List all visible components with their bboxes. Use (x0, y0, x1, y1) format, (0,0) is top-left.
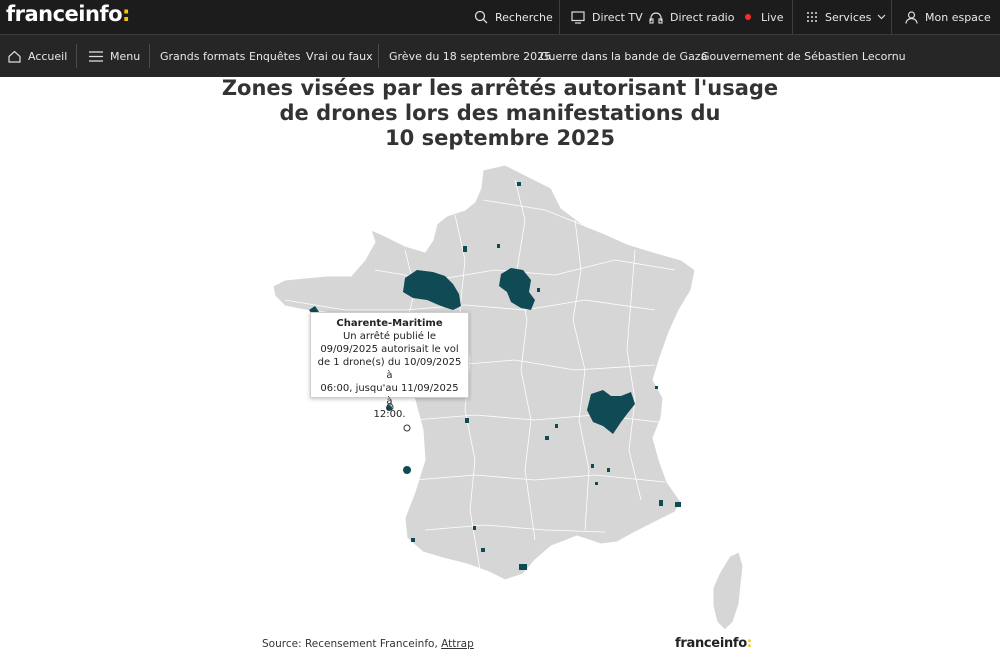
live-label: Live (761, 10, 784, 24)
account-button[interactable] (905, 0, 991, 34)
topbar-divider (559, 0, 560, 34)
search-button[interactable] (474, 0, 553, 34)
hamburger-icon (89, 51, 103, 62)
zone-point-3[interactable] (465, 418, 469, 423)
zone-point-12[interactable] (473, 526, 476, 530)
zone-point-8[interactable] (655, 386, 658, 389)
zone-point-13[interactable] (481, 548, 485, 552)
menu-button[interactable] (89, 35, 140, 77)
direct-tv-button[interactable] (571, 0, 643, 34)
services-label: Services (825, 10, 872, 24)
tv-icon (571, 11, 585, 24)
map-title-line-1: Zones visées par les arrêtés autorisant l'usage (221, 76, 779, 100)
search-label: Recherche (495, 10, 553, 24)
menu-label: Menu (110, 49, 141, 63)
tooltip-line-5: 12:00. (373, 409, 406, 420)
home-label: Accueil (28, 49, 68, 63)
zone-aisne[interactable] (497, 244, 500, 248)
nav-topic-greve[interactable]: Grève du 18 septembre 2025 (389, 49, 552, 63)
chevron-down-icon (877, 14, 886, 20)
zone-point-11[interactable] (411, 538, 415, 542)
direct-radio-button[interactable] (649, 0, 734, 34)
nav-topic-gaza[interactable]: Guerre dans la bande de Gaza (540, 49, 708, 63)
zone-point-5[interactable] (555, 424, 558, 428)
franceinfo-logo[interactable]: franceinfo: (6, 2, 130, 26)
tooltip-line-4: 06:00, jusqu'au 11/09/2025 à (320, 383, 459, 407)
nav-topic-gouvernement[interactable]: Gouvernement de Sébastien Lecornu (701, 49, 906, 63)
live-button[interactable] (745, 0, 783, 34)
zone-nord[interactable] (517, 182, 521, 186)
nav-link-enquetes[interactable]: Enquêtes (249, 49, 301, 63)
zone-point-4[interactable] (545, 436, 549, 440)
zone-point-2[interactable] (403, 466, 411, 474)
tooltip-title: Charente-Maritime (336, 318, 443, 329)
nav-bar (0, 34, 1000, 77)
zone-point-15[interactable] (595, 482, 598, 485)
tooltip-line-1: Un arrêté publié le (342, 331, 437, 342)
services-button[interactable] (806, 0, 886, 34)
headphones-icon (649, 11, 663, 24)
home-button[interactable] (8, 35, 67, 77)
zone-point-6[interactable] (591, 464, 594, 468)
nav-divider (76, 44, 77, 68)
corsica[interactable] (713, 552, 743, 630)
direct-radio-label: Direct radio (670, 10, 735, 24)
grid-icon (806, 11, 818, 23)
source-label: Source: Recensement Franceinfo, (262, 638, 442, 650)
source-link[interactable]: Attrap (441, 638, 474, 650)
account-label: Mon espace (925, 10, 991, 24)
topbar-divider (792, 0, 793, 34)
zone-oise[interactable] (463, 246, 467, 252)
map-title-line-3: 10 septembre 2025 (385, 126, 615, 150)
top-bar (0, 0, 1000, 34)
map-source (262, 638, 474, 650)
map-tooltip (310, 312, 469, 420)
zone-point-7[interactable] (607, 468, 610, 472)
zone-point-10[interactable] (675, 502, 681, 507)
map-title (200, 76, 800, 151)
nav-divider (149, 44, 150, 68)
map-title-line-2: de drones lors des manifestations du (279, 101, 721, 125)
zone-point-9[interactable] (659, 500, 663, 506)
tooltip-line-3: de 1 drone(s) du 10/09/2025 à (317, 357, 462, 381)
zone-point-14[interactable] (519, 564, 527, 570)
direct-tv-label: Direct TV (592, 10, 643, 24)
nav-link-vrai-ou-faux[interactable]: Vrai ou faux (306, 49, 373, 63)
home-icon (8, 50, 21, 63)
topbar-divider (891, 0, 892, 34)
search-icon (474, 10, 488, 24)
live-dot-icon (745, 14, 751, 20)
tooltip-line-2: 09/09/2025 autorisait le vol (320, 344, 459, 355)
footer-logo: franceinfo: (675, 636, 752, 651)
user-icon (905, 11, 918, 24)
zone-marne[interactable] (537, 288, 540, 292)
nav-divider (378, 44, 379, 68)
nav-link-grands-formats[interactable]: Grands formats (160, 49, 246, 63)
marker-ring-2[interactable] (404, 425, 410, 431)
